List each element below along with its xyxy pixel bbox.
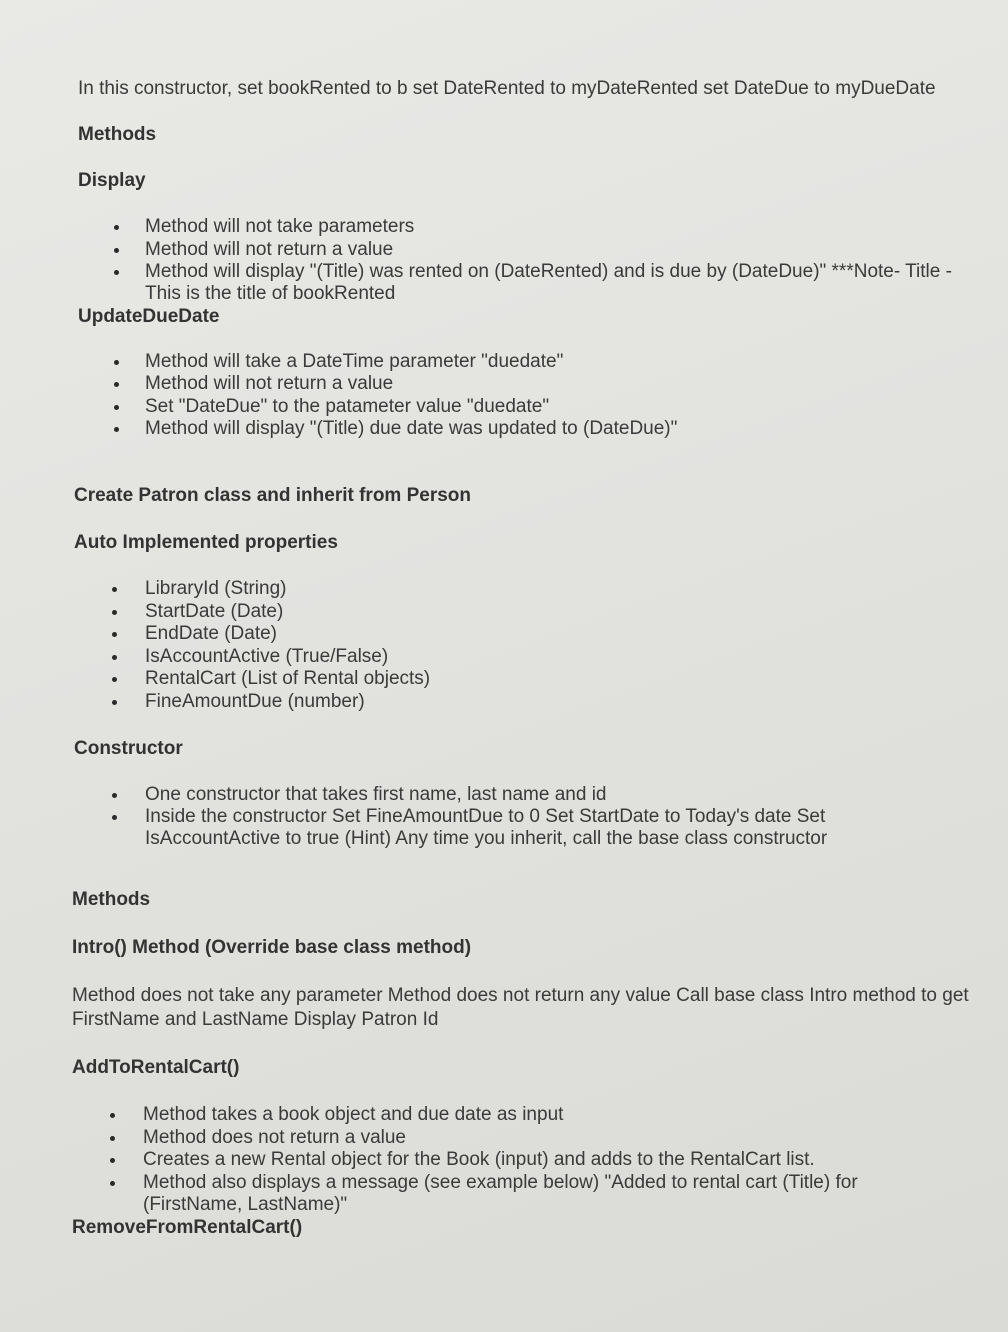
- methods-heading: Methods: [72, 889, 151, 910]
- patron-section: [74, 484, 979, 851]
- list-item: Method does not return a value: [143, 1127, 943, 1149]
- constructor-heading: Constructor: [74, 737, 183, 759]
- intro-paragraph: In this constructor, set bookRented to b set DateRented to myDateRented set DateDue to myDueDate: [78, 78, 936, 99]
- list-item: Method will display "(Title) was rented on (DateRented) and is due by (DateDue)" ***Note- Title - This is the title of bookRented: [145, 261, 978, 305]
- list-item: FineAmountDue (number): [145, 691, 979, 713]
- list-item: One constructor that takes first name, last name and id: [145, 784, 945, 806]
- list-item: Method also displays a message (see example below) "Added to rental cart (Title) for (FirstName, LastName)": [143, 1172, 943, 1216]
- list-item: Set "DateDue" to the patameter value "duedate": [145, 396, 978, 418]
- update-due-date-heading: UpdateDueDate: [78, 305, 220, 327]
- list-item: RentalCart (List of Rental objects): [145, 668, 979, 690]
- intro-method-text: Method does not take any parameter Method does not return any value Call base class Intro method to get FirstName and LastName Display Patron Id: [72, 985, 969, 1030]
- list-item: Method will not take parameters: [145, 216, 978, 238]
- display-heading: Display: [78, 170, 146, 191]
- list-item: Method will display "(Title) due date was updated to (DateDue)": [145, 418, 978, 440]
- display-bullet-list: [78, 216, 978, 305]
- upper-section: [78, 78, 978, 441]
- remove-from-rental-cart-heading: RemoveFromRentalCart(): [72, 1217, 303, 1238]
- list-item: Method will not return a value: [145, 373, 978, 395]
- auto-properties-heading: Auto Implemented properties: [74, 532, 338, 553]
- list-item: Method will take a DateTime parameter "duedate": [145, 351, 978, 373]
- list-item: Creates a new Rental object for the Book (input) and adds to the RentalCart list.: [143, 1149, 943, 1171]
- list-item: Inside the constructor Set FineAmountDue to 0 Set StartDate to Today's date Set IsAccountActive to true (Hint) Any time you inherit, call the base class constructor: [145, 806, 945, 850]
- intro-method-heading: Intro() Method (Override base class method): [72, 937, 472, 958]
- patron-class-heading: Create Patron class and inherit from Person: [74, 485, 472, 506]
- add-to-rental-cart-bullet-list: [72, 1104, 943, 1216]
- list-item: Method takes a book object and due date as input: [143, 1104, 943, 1126]
- add-to-rental-cart-heading: AddToRentalCart(): [72, 1057, 240, 1078]
- list-item: EndDate (Date): [145, 623, 979, 645]
- methods-section: [72, 888, 982, 1240]
- update-due-date-bullet-list: [78, 351, 978, 441]
- constructor-bullet-list: [74, 784, 945, 851]
- list-item: LibraryId (String): [145, 578, 979, 600]
- auto-properties-bullet-list: [74, 578, 979, 713]
- list-item: StartDate (Date): [145, 601, 979, 623]
- list-item: IsAccountActive (True/False): [145, 646, 979, 668]
- list-item: Method will not return a value: [145, 239, 978, 261]
- methods-heading: Methods: [78, 124, 157, 145]
